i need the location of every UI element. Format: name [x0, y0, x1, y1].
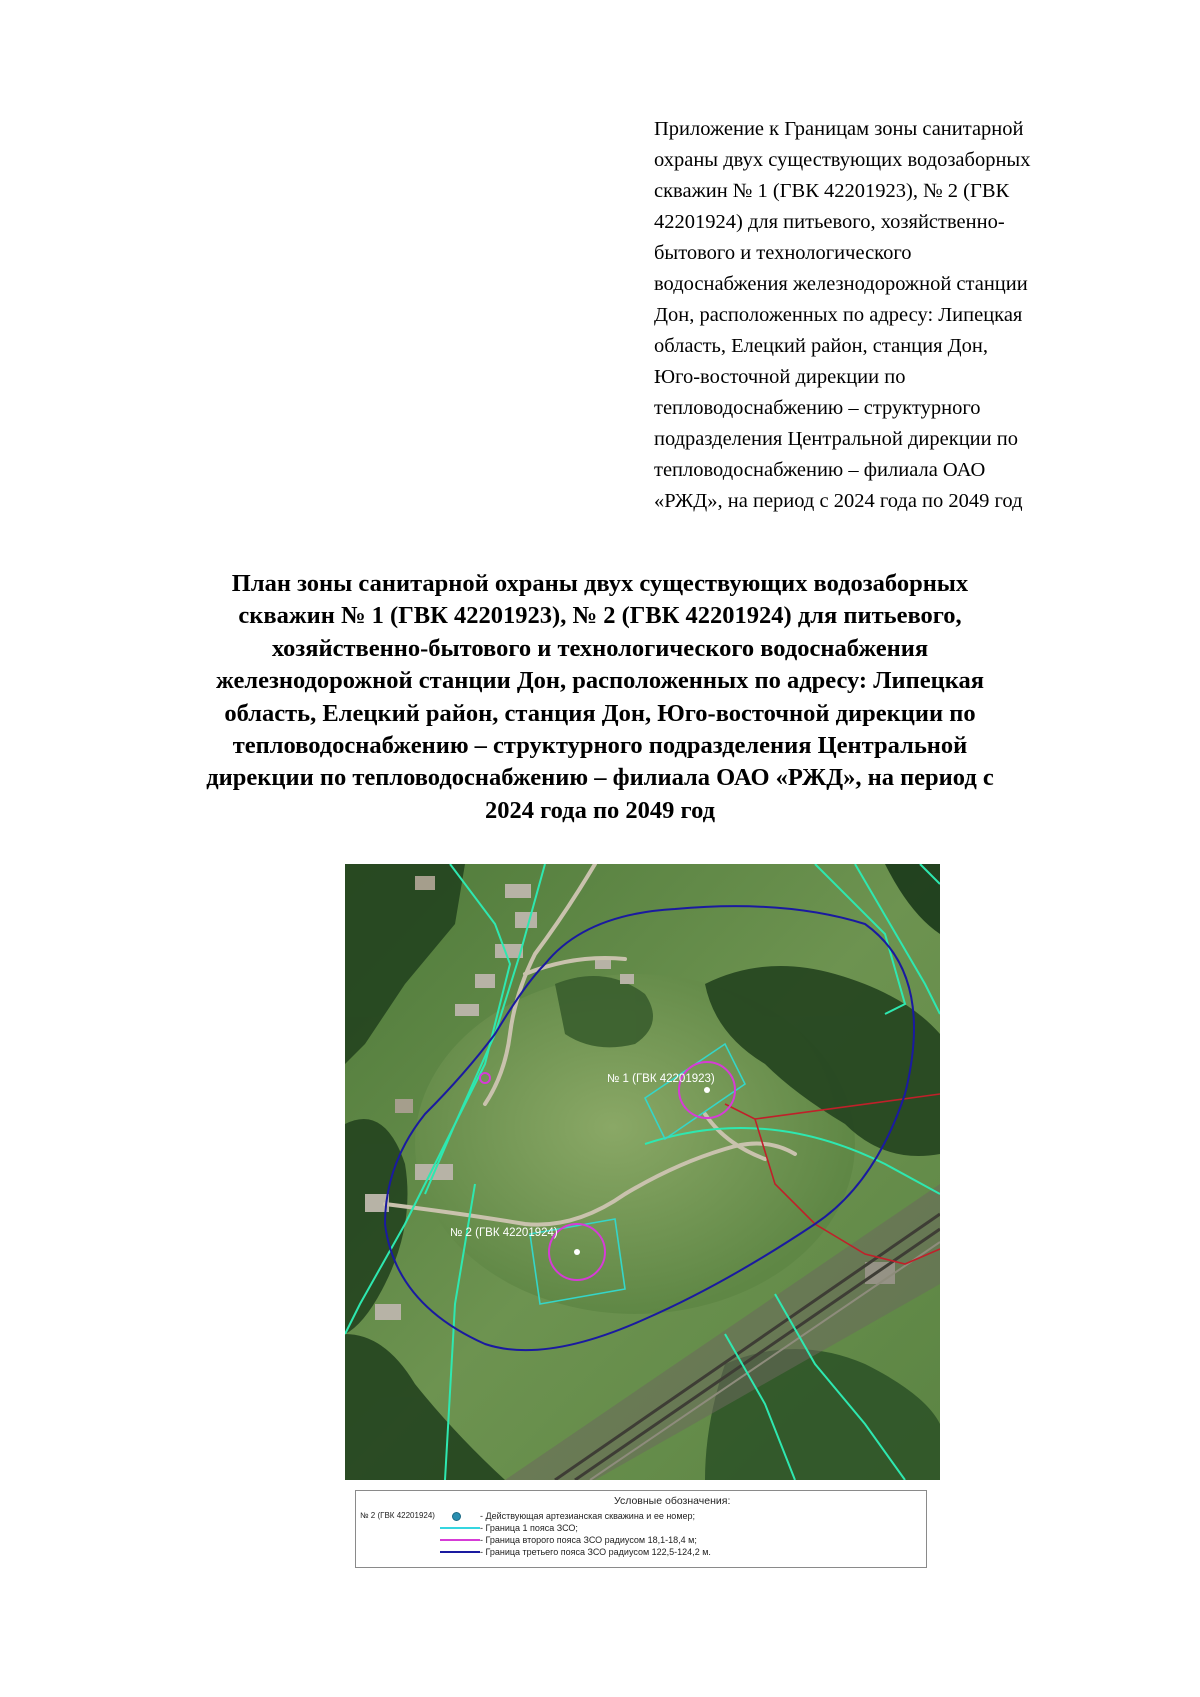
zone2-line-icon — [440, 1539, 480, 1541]
appendix-line: охраны двух существующих водозаборных — [654, 149, 1031, 171]
well1-dot — [704, 1087, 710, 1093]
appendix-line: Дон, расположенных по адресу: Липецкая — [654, 304, 1023, 326]
appendix-line: бытового и технологического — [654, 242, 912, 264]
appendix-line: 42201924) для питьевого, хозяйственно- — [654, 211, 1005, 233]
map-svg — [345, 864, 940, 1480]
title-line: дирекции по тепловодоснабжению – филиала ОАО «РЖД», на период с — [206, 764, 994, 792]
zone3-line-icon — [440, 1551, 480, 1553]
legend-item-text: - Действующая артезианская скважина и ее номер; — [480, 1511, 696, 1521]
appendix-line: Приложение к Границам зоны санитарной — [654, 118, 1024, 140]
appendix-note — [654, 114, 1124, 517]
satellite-map — [345, 864, 940, 1480]
appendix-line: подразделения Центральной дирекции по — [654, 428, 1018, 450]
title-line: План зоны санитарной охраны двух существующих водозаборных — [231, 570, 969, 597]
appendix-line: скважин № 1 (ГВК 42201923), № 2 (ГВК — [654, 180, 1010, 202]
legend-title: Условные обозначения: — [614, 1495, 731, 1507]
appendix-line: Юго-восточной дирекции по — [654, 366, 906, 388]
well1-label: № 1 (ГВК 42201923) — [607, 1073, 715, 1085]
appendix-line: область, Елецкий район, станция Дон, — [654, 335, 988, 357]
zone1-line-icon — [440, 1527, 480, 1529]
well-dot-icon — [452, 1512, 461, 1521]
legend-item-text: - Граница 1 пояса ЗСО; — [480, 1523, 578, 1533]
legend-well-example: № 2 (ГВК 42201924) — [360, 1511, 435, 1520]
title-line: область, Елецкий район, станция Дон, Юго-восточной дирекции по — [224, 699, 976, 727]
appendix-line: водоснабжения железнодорожной станции — [654, 273, 1028, 295]
appendix-line: тепловодоснабжению – структурного — [654, 397, 981, 419]
legend-item-text: - Граница третьего пояса ЗСО радиусом 122,5-124,2 м. — [480, 1547, 711, 1557]
title-line: железнодорожной станции Дон, расположенных по адресу: Липецкая — [216, 667, 984, 695]
title-line: скважин № 1 (ГВК 42201923), № 2 (ГВК 42201924) для питьевого, — [238, 602, 962, 630]
appendix-line: «РЖД», на период с 2024 года по 2049 год — [654, 490, 1023, 512]
title-line: 2024 года по 2049 год — [484, 796, 716, 824]
legend-item-text: - Граница второго пояса ЗСО радиусом 18,1-18,4 м; — [480, 1535, 697, 1545]
map-legend — [355, 1490, 927, 1568]
title-line: хозяйственно-бытового и технологического водоснабжения — [271, 634, 929, 662]
document-title — [140, 568, 1060, 827]
appendix-line: тепловодоснабжению – филиала ОАО — [654, 459, 986, 481]
well2-dot — [574, 1249, 580, 1255]
title-line: тепловодоснабжению – структурного подразделения Центральной — [232, 732, 968, 760]
well2-label: № 2 (ГВК 42201924) — [450, 1227, 558, 1239]
